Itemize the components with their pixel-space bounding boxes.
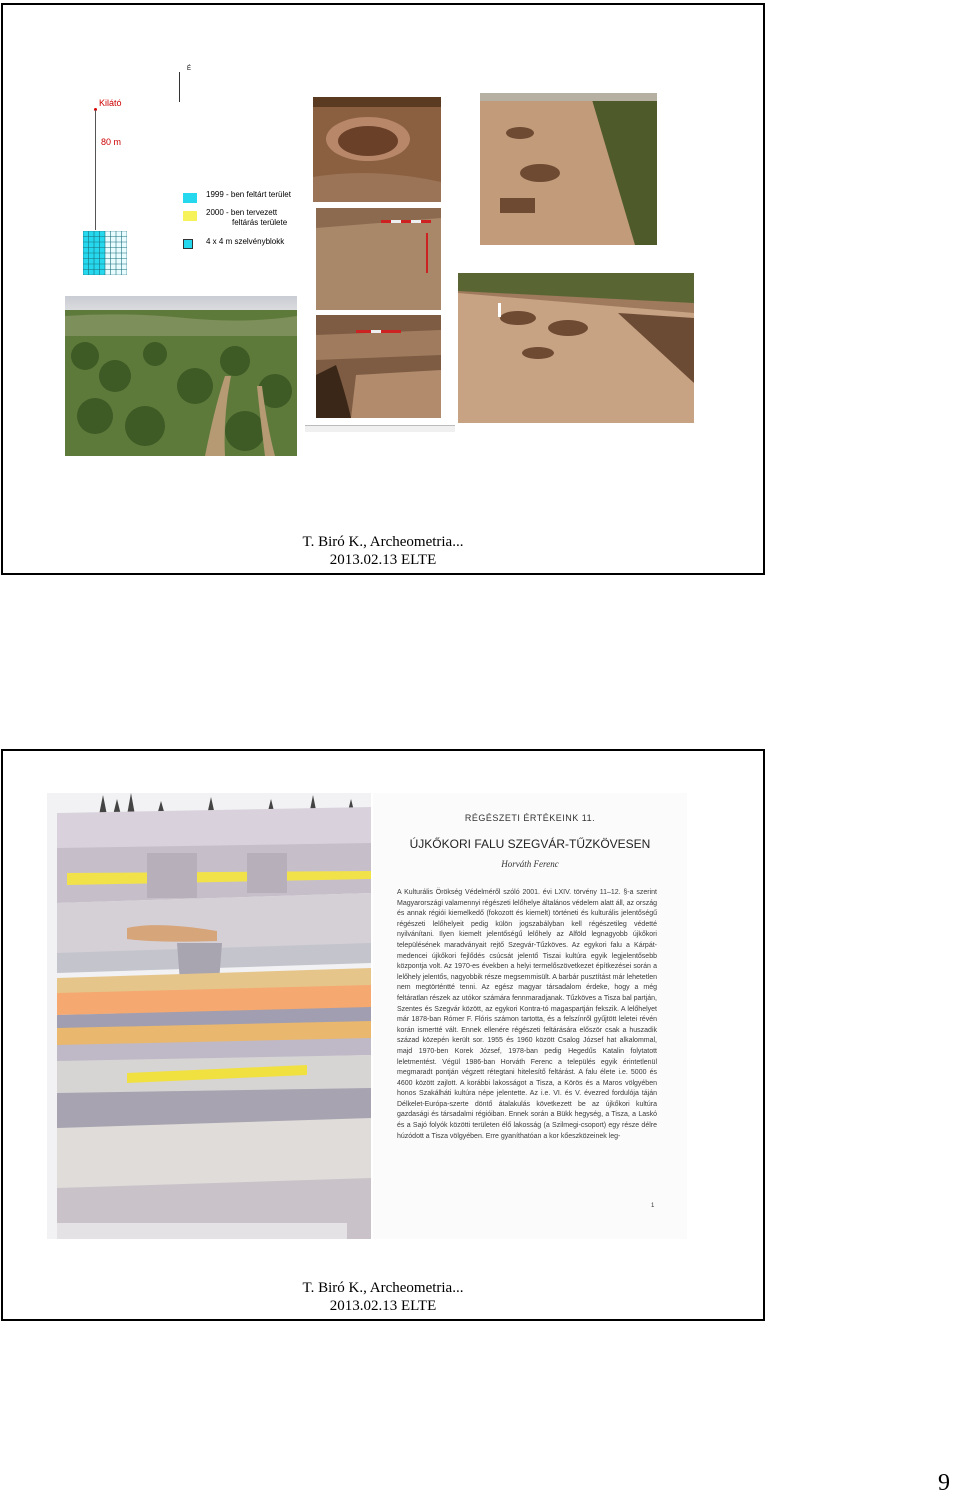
legend-label-planned-1: 2000 - ben tervezett [206, 208, 278, 217]
excavation-photo-trench-wide [480, 93, 657, 245]
legend-label-block: 4 x 4 m szelvényblokk [206, 237, 285, 246]
book-body: A Kulturális Örökség Védelméről szóló 2001. évi LXIV. törvény 11–12. §-a szerint Magyarországi valamennyi régészeti lelőhelye általános védelem alatt áll, az ország és annak régiói kiemelkedő (fokozott és kiemelt) történeti és kulturális jelentőségű régészeti lelőhelyeit pedig külön jogszabályban kell régészetileg védetté nyilvánítani. Ilyen kiemelt jelentőségű lelőhely az Alföld legnagyobb újkőkori településének maradványait rejtő Szegvár-Tűzköves. Az egykori falu a Kárpát-medencei újkőkori fejlődés csúcsát jelentő Tiszai kultúra egyik legjelentősebb központja volt. Az 1970-es években a helyi termelőszövetkezet építkezései során a lelőhely jelentős, nagyobbik része megsemmisült. A barbár pusztítást már lehetetlen nem megtörténtté tenni. Az egész magyar társadalom érdeke, hogy a még feltáratlan részek az utókor számára fennmaradjanak. Tűzköves a Tisza bal partján, Szentes és Szegvár között, az egykori Kontra-tó magaspartján fekszik. A lelőhelyet már 1878-ban Rómer F. Flóris számon tartotta, és a felszínről gyűjtött leletei révén korán ismertté vált. Ennek ellenére régészeti feltárására először csak a huszadik század közepén került sor. 1955 és 1960 között Csalog József hat alkalommal, majd 1970-ben Korek József, 1978-ban pedig Hegedűs Katalin folytatott leletmentést. Végül 1986-ban Horváth Ferenc a település egyik érintetlenül megmaradt pontján végzett rétegtani hitelesítő feltárást. A falu élete i.e. 5000 és 4600 között zajlott. A korábbi lakosságot a Tisza, a Körös és a Maros völgyében honos Szakálháti kultúra népe jelentette. Az i.e. VI. és V. évezred fordulója táján Délkelet-Európa-szerte döntő átalakulás következett be az újkőkori kultúra gazdasági és társadalmi régióiban. Ennek során a Bükk hegység, a Tisza, a Laskó és a Sajó folyók közötti területen élő lakosság (a Szilmegi-csoport) egy része délre húzódott a Tisza völgyében. Erre gyaníthatóan a kor kőeszközeinek leg- [397, 889, 657, 1140]
legend-swatch-excavated [183, 193, 197, 203]
book-author: Horváth Ferenc [501, 859, 559, 869]
legend-swatch-planned [183, 211, 197, 221]
excavation-photo-trench-long [458, 273, 694, 423]
slide-2 [1, 749, 765, 1321]
legend-label-planned-2: feltárás területe [232, 218, 288, 227]
photo-caption-strip [305, 425, 455, 432]
footer-author: T. Biró K., Archeometria... [302, 534, 464, 550]
north-label: É [187, 66, 192, 72]
north-arrow-icon [179, 72, 180, 102]
distance-label: 80 m [101, 137, 122, 147]
legend-swatch-block [183, 239, 193, 249]
excavation-photo-ranging-pole [316, 208, 441, 310]
slide-1-footer [3, 533, 763, 569]
book-title: ÚJKŐKORI FALU SZEGVÁR-TŰZKÖVESEN [409, 837, 651, 851]
footer-author: T. Biró K., Archeometria... [302, 1280, 464, 1296]
page-number: 9 [938, 1470, 950, 1496]
lookout-label: Kilátó [99, 98, 122, 108]
footer-date: 2013.02.13 ELTE [329, 552, 437, 568]
distance-line [95, 110, 96, 230]
excavation-photo-pit [313, 97, 441, 202]
slide-2-footer [3, 1279, 763, 1315]
site-map [63, 60, 313, 290]
book-page [373, 793, 687, 1239]
book-page-number: 1 [651, 1203, 655, 1209]
excavation-grid [83, 231, 127, 275]
excavation-photo-section [316, 315, 441, 418]
legend-label-excavated: 1999 - ben feltárt terület [206, 190, 291, 199]
stratigraphy-illustration [47, 793, 371, 1239]
book-series: RÉGÉSZETI ÉRTÉKEINK 11. [464, 813, 596, 823]
slide-1 [1, 3, 765, 575]
footer-date: 2013.02.13 ELTE [329, 1298, 437, 1314]
landscape-photo [65, 296, 297, 456]
